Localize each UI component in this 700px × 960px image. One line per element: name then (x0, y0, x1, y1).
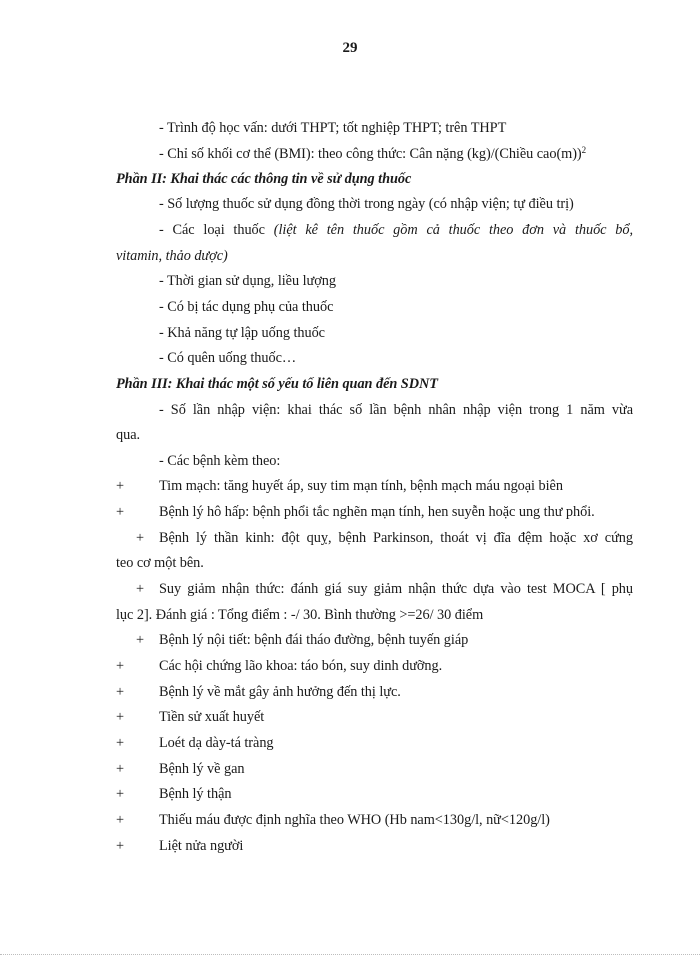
page-number: 29 (342, 40, 358, 56)
part3-title: Khai thác một số yếu tố liên quan đến SDNT (172, 376, 438, 392)
admissions-line1: - Số lần nhập viện: khai thác số lần bệnh nhân nhập viện trong 1 năm vừa (159, 402, 633, 418)
bullet-ulcer: Loét dạ dày-tá tràng (159, 735, 274, 751)
bullet-respiratory: Bệnh lý hô hấp: bệnh phổi tắc nghẽn mạn tính, hen suyễn hoặc ung thư phổi. (159, 504, 595, 520)
bullet-kidney: Bệnh lý thận (159, 786, 232, 802)
part3-label: Phần III: (116, 376, 173, 392)
drug-types-prefix: - Các loại thuốc (159, 222, 274, 238)
part2-heading (116, 170, 411, 188)
admissions-line2: qua. (116, 427, 141, 443)
bullet-plus: + (136, 530, 145, 546)
bullet-plus: + (116, 504, 125, 520)
education-line: - Trình độ học vấn: dưới THPT; tốt nghiệp THPT; trên THPT (159, 120, 507, 136)
comorbid-heading: - Các bệnh kèm theo: (159, 453, 281, 469)
bullet-plus: + (116, 709, 125, 725)
self-administer-line: - Khả năng tự lập uống thuốc (159, 325, 325, 341)
part3-heading (116, 375, 438, 393)
bullet-plus: + (116, 684, 125, 700)
side-effects-line: - Có bị tác dụng phụ của thuốc (159, 299, 334, 315)
bullet-plus: + (116, 812, 125, 828)
drug-types-line1 (159, 221, 633, 239)
drug-types-line2: vitamin, thảo dược) (116, 248, 228, 264)
part2-label: Phần II: (116, 171, 167, 187)
bullet-plus: + (116, 761, 125, 777)
bullet-liver: Bệnh lý về gan (159, 761, 245, 777)
part2-title: Khai thác các thông tin về sử dụng thuốc (166, 171, 412, 187)
drug-count-line: - Số lượng thuốc sử dụng đồng thời trong ngày (có nhập viện; tự điều trị) (159, 196, 574, 212)
bullet-cardio: Tim mạch: tăng huyết áp, suy tim mạn tính, bệnh mạch máu ngoại biên (159, 478, 563, 494)
bullet-plus: + (116, 786, 125, 802)
bullet-cognitive-line2: lục 2]. Đánh giá : Tổng điểm : -/ 30. Bình thường >=26/ 30 điểm (116, 607, 484, 623)
bullet-neuro-line1: Bệnh lý thần kinh: đột quỵ, bệnh Parkinson, thoát vị đĩa đệm hoặc xơ cứng (159, 530, 633, 546)
bullet-eye: Bệnh lý về mắt gây ảnh hưởng đến thị lực. (159, 684, 401, 700)
bmi-text: - Chỉ số khối cơ thể (BMI): theo công thức: Cân nặng (kg)/(Chiều cao(m)) (159, 146, 582, 162)
bullet-cognitive-line1: Suy giảm nhận thức: đánh giá suy giảm nhận thức dựa vào test MOCA [ phụ (159, 581, 633, 597)
bullet-plus: + (116, 478, 125, 494)
bullet-plus: + (116, 838, 125, 854)
drug-types-italic1: (liệt kê tên thuốc gồm cả thuốc theo đơn và thuốc bổ, (273, 222, 633, 238)
bullet-plus: + (116, 735, 125, 751)
bullet-plus: + (116, 658, 125, 674)
bullet-hemiplegia: Liệt nửa người (159, 838, 244, 854)
bmi-superscript: 2 (581, 145, 587, 155)
bullet-plus: + (136, 581, 145, 597)
bullet-endocrine: Bệnh lý nội tiết: bệnh đái tháo đường, bệnh tuyến giáp (159, 632, 469, 648)
bmi-line (159, 145, 586, 163)
bullet-bleeding: Tiền sử xuất huyết (159, 709, 265, 725)
bullet-anemia: Thiếu máu được định nghĩa theo WHO (Hb nam<130g/l, nữ<120g/l) (159, 812, 550, 828)
page-bottom-divider (0, 954, 700, 955)
bullet-neuro-line2: teo cơ một bên. (116, 555, 204, 571)
usage-duration-line: - Thời gian sử dụng, liều lượng (159, 273, 336, 289)
bullet-geriatric: Các hội chứng lão khoa: táo bón, suy dinh dưỡng. (159, 658, 443, 674)
bullet-plus: + (136, 632, 145, 648)
forget-dose-line: - Có quên uống thuốc… (159, 350, 297, 366)
